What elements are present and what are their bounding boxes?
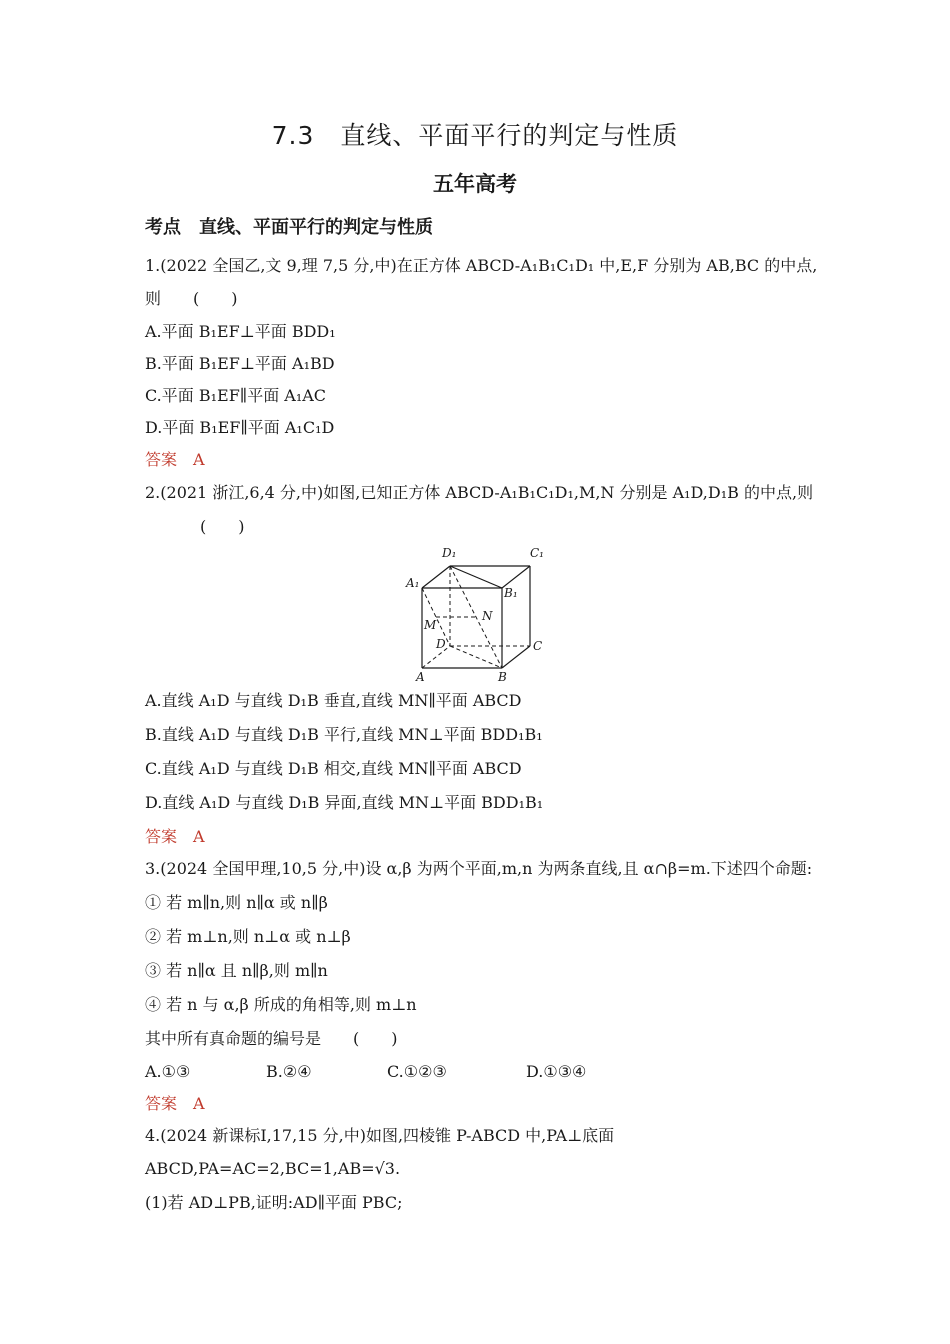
q1-option-a: A.平面 B₁EF⊥平面 BDD₁ bbox=[145, 322, 336, 341]
label-a: A bbox=[416, 670, 425, 683]
q1-option-d: D.平面 B₁EF∥平面 A₁C₁D bbox=[145, 418, 335, 437]
q3-option-c: C.①②③ bbox=[387, 1062, 447, 1081]
q2-option-c: C.直线 A₁D 与直线 D₁B 相交,直线 MN∥平面 ABCD bbox=[145, 759, 522, 778]
label-c: C bbox=[533, 639, 543, 653]
q4-part1: (1)若 AD⊥PB,证明:AD∥平面 PBC; bbox=[145, 1193, 403, 1212]
section-heading: 考点 直线、平面平行的判定与性质 bbox=[145, 217, 433, 238]
q2-stem-line2: ( ) bbox=[200, 517, 245, 536]
q3-question: 其中所有真命题的编号是 ( ) bbox=[145, 1029, 398, 1048]
q2-answer: 答案 A bbox=[145, 827, 205, 846]
q3-prop-4: ④ 若 n 与 α,β 所成的角相等,则 m⊥n bbox=[145, 995, 417, 1014]
q3-prop-2: ② 若 m⊥n,则 n⊥α 或 n⊥β bbox=[145, 927, 351, 946]
label-m: M bbox=[424, 618, 437, 632]
page-subtitle: 五年高考 bbox=[433, 172, 517, 196]
label-n: N bbox=[482, 609, 493, 623]
q3-prop-1: ① 若 m∥n,则 n∥α 或 n∥β bbox=[145, 893, 328, 912]
page-title: 7.3 直线、平面平行的判定与性质 bbox=[271, 121, 679, 150]
cube-figure bbox=[400, 543, 560, 683]
q3-stem: 3.(2024 全国甲理,10,5 分,中)设 α,β 为两个平面,m,n 为两条直线,且 α∩β=m.下述四个命题: bbox=[145, 859, 813, 878]
q1-stem-line1: 1.(2022 全国乙,文 9,理 7,5 分,中)在正方体 ABCD-A₁B₁C₁D₁ 中,E,F 分别为 AB,BC 的中点, bbox=[145, 256, 818, 275]
q3-prop-3: ③ 若 n∥α 且 n∥β,则 m∥n bbox=[145, 961, 328, 980]
q1-stem-line2: 则 ( ) bbox=[145, 289, 238, 308]
q1-answer: 答案 A bbox=[145, 450, 205, 469]
q3-option-b: B.②④ bbox=[266, 1062, 312, 1081]
q2-stem-line1: 2.(2021 浙江,6,4 分,中)如图,已知正方体 ABCD-A₁B₁C₁D₁,M,N 分别是 A₁D,D₁B 的中点,则 bbox=[145, 483, 814, 502]
q3-answer: 答案 A bbox=[145, 1094, 205, 1113]
q4-stem-line1: 4.(2024 新课标Ⅰ,17,15 分,中)如图,四棱锥 P-ABCD 中,PA⊥底面 bbox=[145, 1126, 615, 1145]
q2-option-b: B.直线 A₁D 与直线 D₁B 平行,直线 MN⊥平面 BDD₁B₁ bbox=[145, 725, 543, 744]
label-d1: D₁ bbox=[442, 546, 457, 560]
q1-option-c: C.平面 B₁EF∥平面 A₁AC bbox=[145, 386, 327, 405]
q3-option-a: A.①③ bbox=[145, 1062, 191, 1081]
label-a1: A₁ bbox=[406, 576, 420, 590]
label-b1: B₁ bbox=[504, 586, 518, 600]
q2-option-a: A.直线 A₁D 与直线 D₁B 垂直,直线 MN∥平面 ABCD bbox=[145, 691, 522, 710]
label-c1: C₁ bbox=[530, 546, 544, 560]
label-d: D bbox=[436, 637, 446, 651]
q1-option-b: B.平面 B₁EF⊥平面 A₁BD bbox=[145, 354, 335, 373]
q4-stem-line2: ABCD,PA=AC=2,BC=1,AB=√3. bbox=[145, 1159, 401, 1178]
label-b: B bbox=[498, 670, 507, 683]
q3-option-d: D.①③④ bbox=[526, 1062, 587, 1081]
q2-option-d: D.直线 A₁D 与直线 D₁B 异面,直线 MN⊥平面 BDD₁B₁ bbox=[145, 793, 544, 812]
